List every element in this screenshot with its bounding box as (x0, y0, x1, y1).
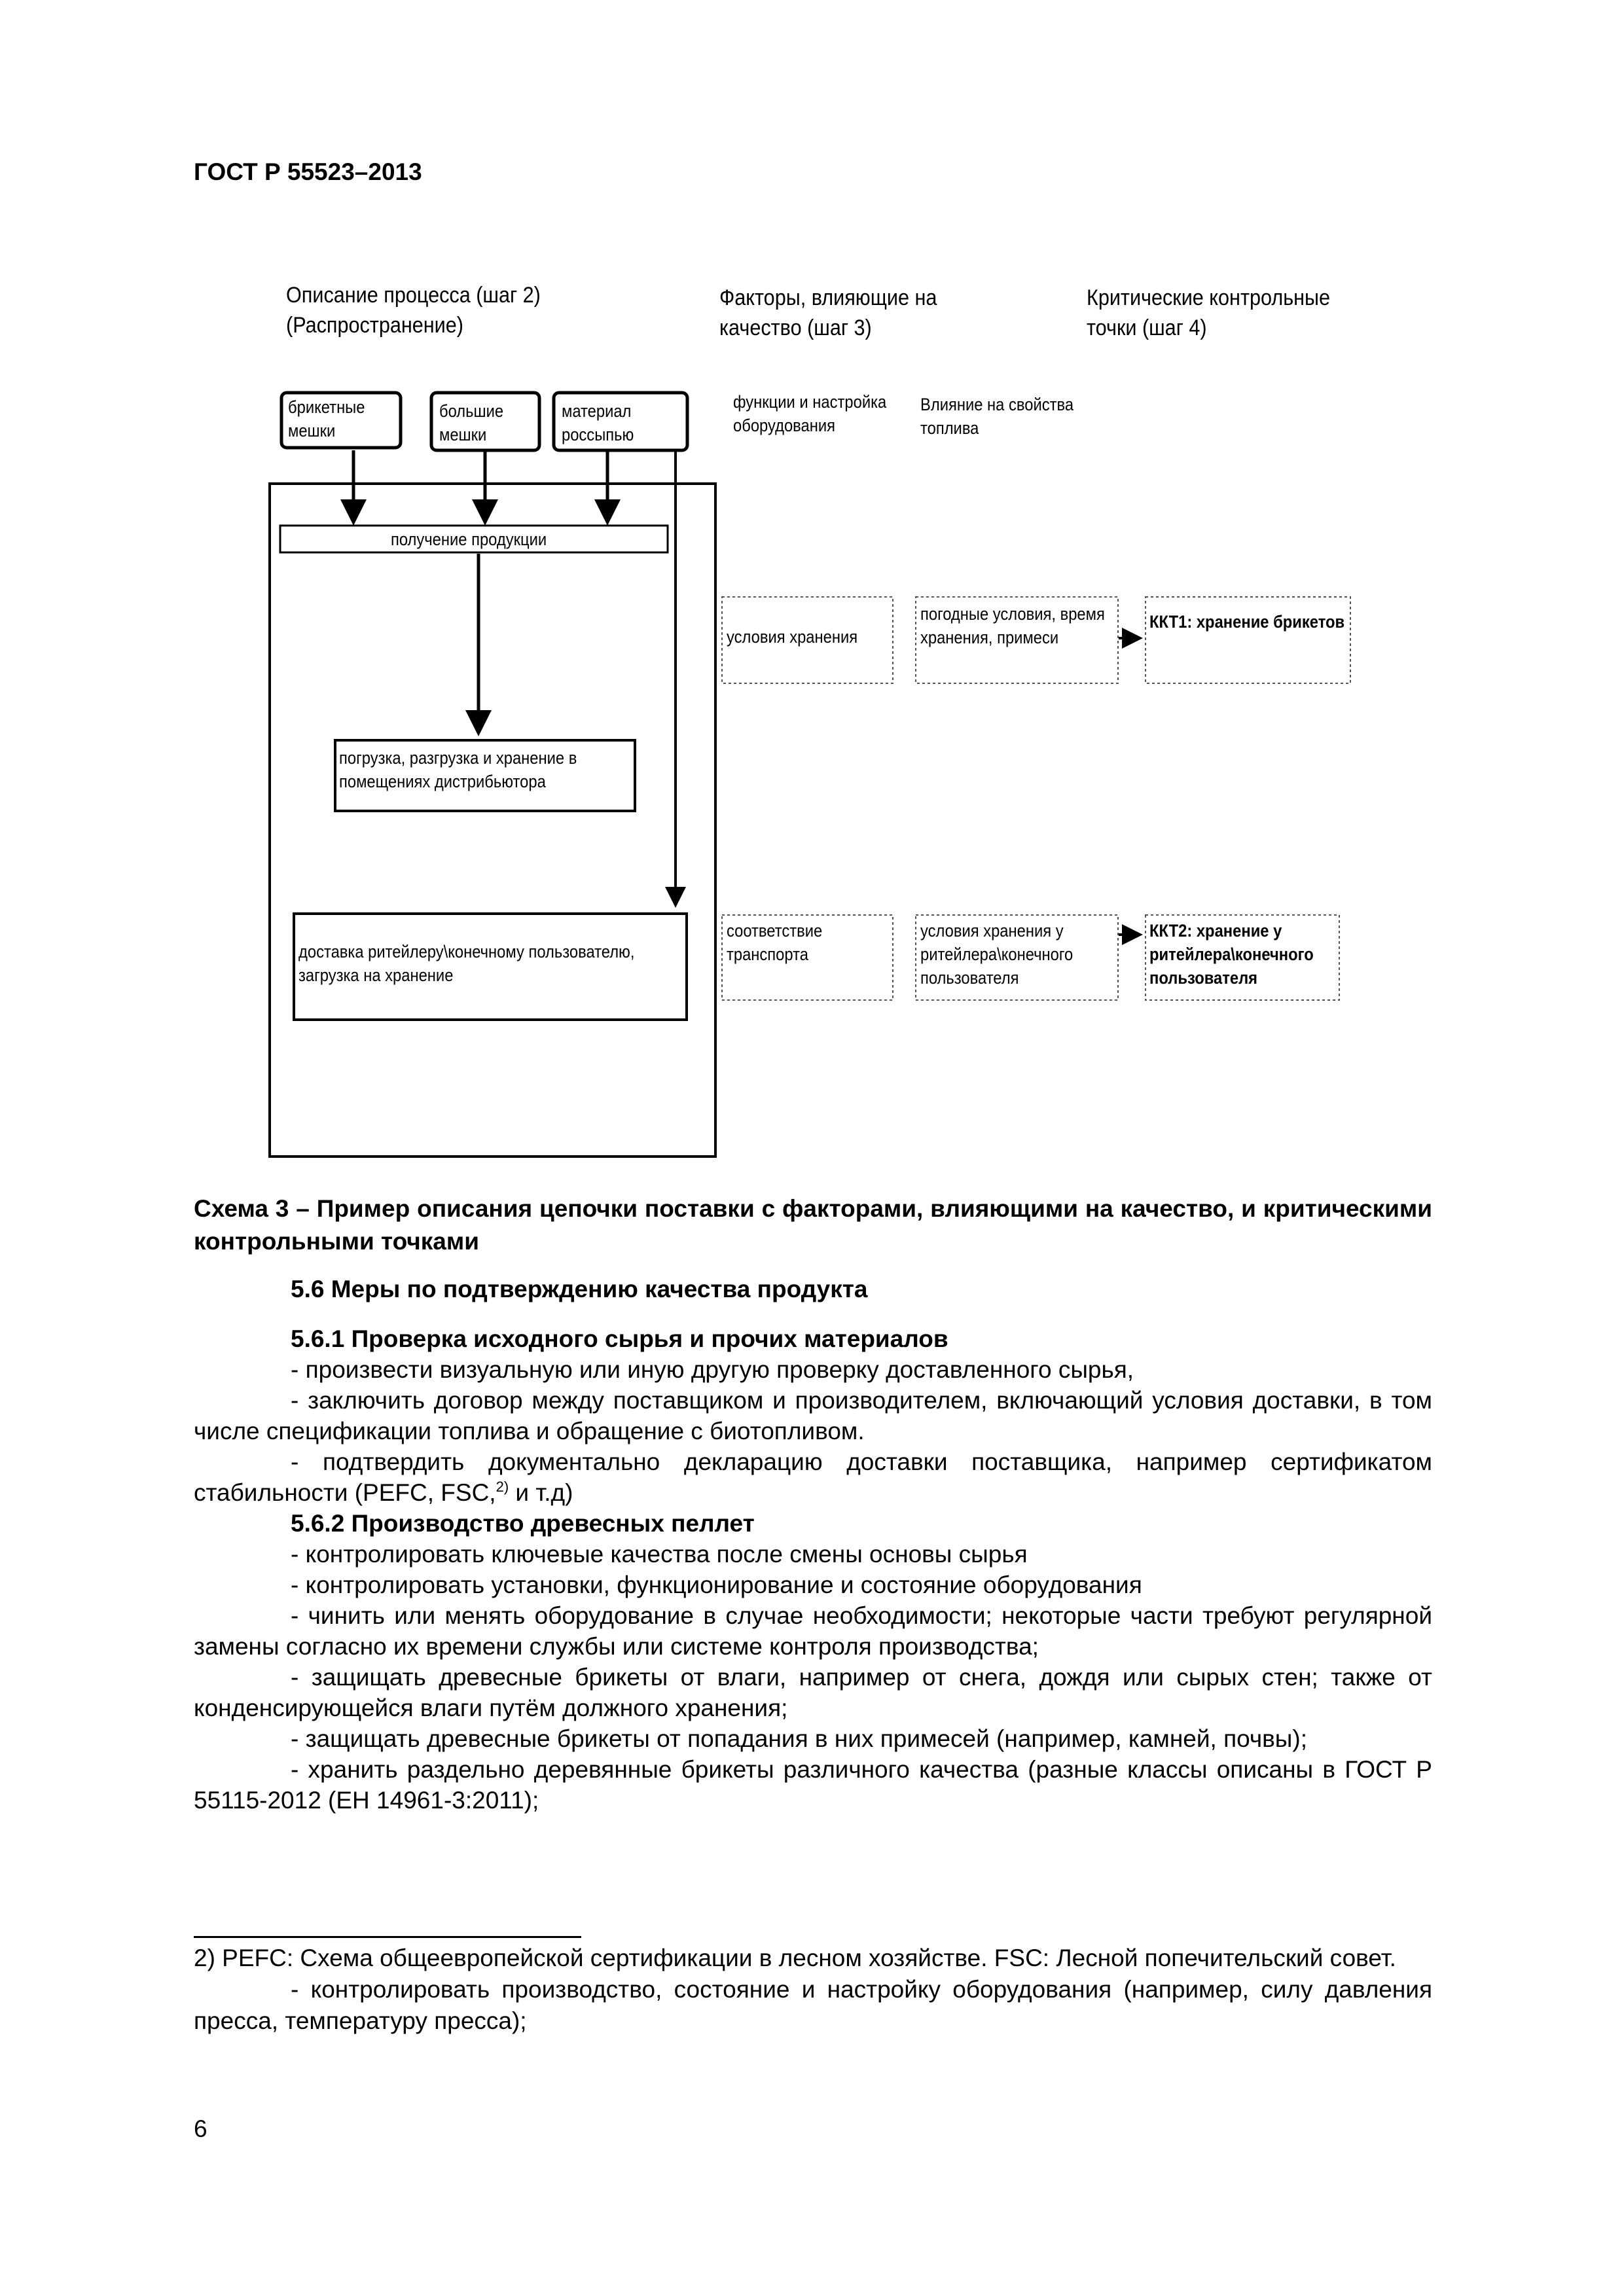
row1-equipment-label: условия хранения (727, 627, 858, 647)
factors-heading-line2: качество (шаг 3) (719, 315, 872, 340)
document-header: ГОСТ Р 55523–2013 (194, 158, 422, 185)
row1-fuel-line1: погодные условия, время (920, 604, 1105, 624)
input-label-big-bags (439, 399, 503, 446)
list-item-text: и т.д) (509, 1479, 573, 1506)
distributor-label (339, 746, 577, 793)
input-label-briquette-bags (288, 395, 365, 442)
equipment-subheading-line2: оборудования (733, 416, 835, 435)
process-heading-line2: (Распространение) (286, 313, 463, 338)
list-item-text: - подтвердить документально декларацию доставки поставщика, например сертификатом стабильности (PEFC, FSC, (194, 1448, 1432, 1506)
row2-equipment-label (727, 919, 822, 966)
section-5-6 (194, 1274, 1432, 1304)
delivery-label-line1: доставка ритейлеру\конечному пользователю, (298, 942, 635, 961)
page-number: 6 (194, 2115, 208, 2142)
row2-equipment-line1: соответствие (727, 921, 823, 941)
input-label-line2: мешки (439, 425, 487, 444)
ccp2-line2: ритейлера\конечного (1149, 944, 1314, 964)
row1-fuel-line2: хранения, примеси (920, 628, 1059, 647)
footnote-continuation: - контролировать производство, состояние и настройку оборудования (например, силу давления пресса, температуру пресса); (194, 1976, 1432, 2034)
ccp-heading-line2: точки (шаг 4) (1087, 315, 1207, 340)
list-item: - защищать древесные брикеты от влаги, например от снега, дождя или сырых стен; также от конденсирующейся влаги путём должного хранения; (194, 1664, 1432, 1721)
heading-5-6-1: 5.6.1 Проверка исходного сырья и прочих материалов (291, 1325, 948, 1352)
heading-5-6: 5.6 Меры по подтверждению качества продукта (291, 1276, 868, 1302)
row2-fuel-line1: условия хранения у (920, 921, 1064, 941)
equipment-subheading (733, 390, 886, 437)
row1-fuel-label (920, 602, 1105, 649)
ccp2-label (1149, 919, 1314, 990)
delivery-label-line2: загрузка на хранение (298, 965, 454, 985)
process-heading-line1: Описание процесса (шаг 2) (286, 283, 541, 308)
list-item: - контролировать ключевые качества после смены основы сырья (291, 1541, 1028, 1568)
heading-5-6-2: 5.6.2 Производство древесных пеллет (291, 1510, 755, 1537)
distributor-label-line2: помещениях дистрибьютора (339, 772, 546, 791)
row2-fuel-label (920, 919, 1073, 990)
input-label-line1: большие (439, 401, 504, 421)
figure-caption: Схема 3 – Пример описания цепочки поставки с факторами, влияющими на качество, и критическими контрольными точками (194, 1195, 1432, 1255)
ccp2-line1: ККТ2: хранение у (1149, 921, 1282, 941)
fuel-subheading (920, 393, 1074, 440)
input-label-line2: мешки (288, 421, 336, 440)
list-item: - произвести визуальную или иную другую проверку доставленного сырья, (291, 1356, 1134, 1383)
footnote-ref: 2) (496, 1479, 509, 1495)
footnote (194, 1943, 1432, 2037)
row2-equipment-line2: транспорта (727, 944, 808, 964)
ccp-heading-line1: Критические контрольные (1087, 285, 1331, 310)
delivery-label (298, 940, 634, 987)
input-label-line2: россыпью (562, 425, 634, 444)
list-item: - чинить или менять оборудование в случае необходимости; некоторые части требуют регулярной замены согласно их времени службы или системе контроля производства; (194, 1602, 1432, 1660)
row2-fuel-line2: ритейлера\конечного (920, 944, 1074, 964)
process-frame (270, 484, 715, 1157)
input-label-bulk-material (562, 399, 634, 446)
input-label-line1: материал (562, 401, 632, 421)
equipment-subheading-line1: функции и настройка (733, 392, 887, 412)
list-item: - заключить договор между поставщиком и производителем, включающий условия доставки, в том числе спецификации топлива и обращение с биотопливом. (194, 1387, 1432, 1444)
ccp1-label: ККТ1: хранение брикетов (1149, 612, 1345, 632)
list-item: - защищать древесные брикеты от попадания в них примесей (например, камней, почвы); (291, 1725, 1308, 1752)
footnote-divider (194, 1936, 581, 1938)
distributor-label-line1: погрузка, разгрузка и хранение в (339, 748, 577, 768)
row2-fuel-line3: пользователя (920, 968, 1019, 988)
list-item (194, 1446, 1432, 1508)
fuel-subheading-line1: Влияние на свойства (920, 395, 1074, 414)
footnote-text: 2) PEFC: Схема общеевропейской сертификации в лесном хозяйстве. FSC: Лесной попечительский совет. (194, 1945, 1396, 1971)
section-body (194, 1323, 1432, 1816)
ccp2-line3: пользователя (1149, 968, 1258, 988)
list-item: - хранить раздельно деревянные брикеты различного качества (разные классы описаны в ГОСТ Р 55115-2012 (ЕН 14961-3:2011); (194, 1756, 1432, 1814)
factors-heading-line1: Факторы, влияющие на (719, 285, 937, 310)
input-label-line1: брикетные (288, 397, 365, 417)
receipt-label: получение продукции (391, 529, 547, 549)
fuel-subheading-line2: топлива (920, 418, 979, 438)
list-item: - контролировать установки, функционирование и состояние оборудования (291, 1571, 1142, 1598)
